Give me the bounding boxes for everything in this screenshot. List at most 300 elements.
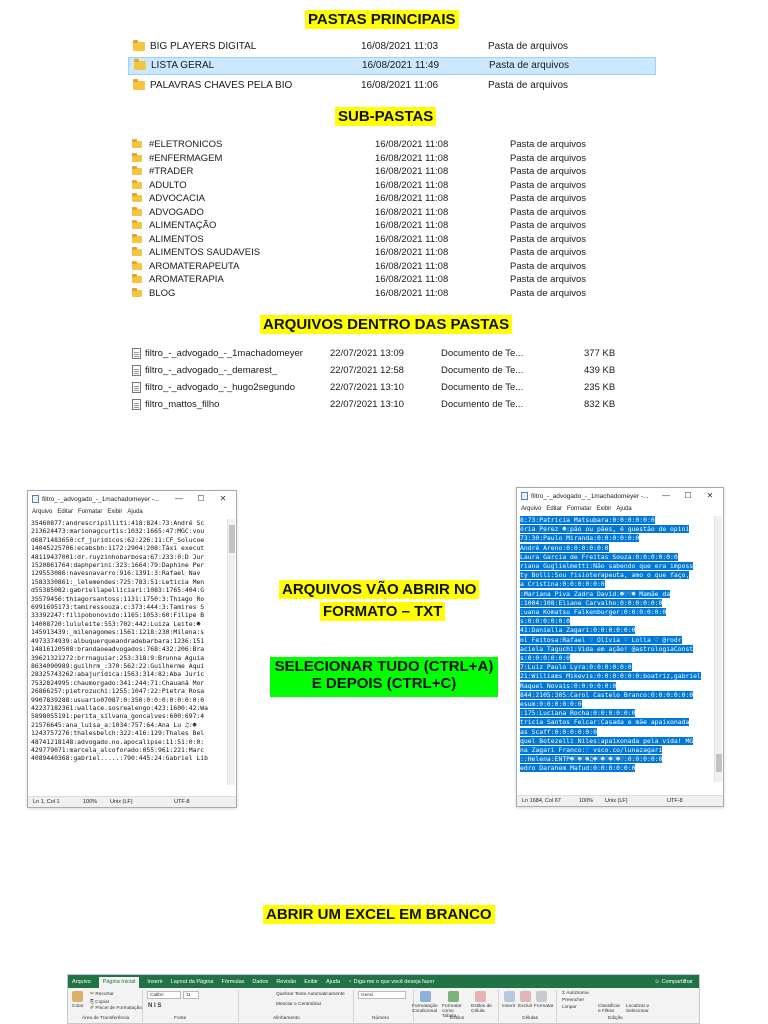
folder-type: Pasta de arquivos [510,206,587,218]
group-editing: Edição [608,1016,623,1021]
text-line [31,662,226,670]
tab-revisao[interactable]: Revisão [276,978,297,985]
copy-button[interactable]: ⎘ Copiar [90,1000,110,1005]
tab-layout[interactable]: Layout da Página [170,978,214,985]
text-line [31,738,226,746]
text-line [520,636,713,645]
folder-date: 16/08/2021 11:08 [375,287,449,299]
text-line [520,562,713,571]
text-line-content: 48741218148:advogado.no.apocalipse:11:51:0:0: [31,737,205,746]
folder-row[interactable] [128,260,628,273]
group-number: Número [372,1016,390,1021]
text-line [520,617,713,626]
folder-date: 16/08/2021 11:49 [362,60,440,71]
group-styles: Estilos [450,1016,465,1021]
text-line-content: 73:30:Paulo Miranda:0:0:0:0:0:0 [520,534,640,543]
folder-icon [132,168,142,175]
notepad-title: filtro_-_advogado_-_1machadomeyer -... [42,495,160,503]
fill-button[interactable]: Preencher [562,998,585,1003]
text-line [31,544,226,552]
text-line-content: André Areno:0:0:0:0:0:0 [520,543,609,552]
menu-editar[interactable]: Editar [57,509,74,515]
text-line [31,553,226,561]
text-line [520,728,713,737]
folder-date: 16/08/2021 11:06 [361,79,439,91]
wrap-text-button[interactable]: Quebrar Texto Automaticamente [276,992,345,997]
text-line-content: 21576645:ana_luisa_a:1034:757:64:Ana Lu ♫:☻ [31,720,197,729]
text-file-icon [132,399,141,410]
folder-row[interactable] [128,219,628,232]
excel-window [67,974,700,1024]
folder-row[interactable] [128,287,628,300]
text-line-content: :1004:108:Eliane Carvalho:0:0:0:0:0:0 [520,598,663,607]
folder-icon [132,276,142,283]
menu-editar[interactable]: Editar [546,506,563,512]
menu-arquivo[interactable]: Arquivo [521,506,542,512]
text-line [31,536,226,544]
file-size: 439 KB [584,365,616,376]
folder-name: ALIMENTAÇÃO [149,220,217,231]
text-line [31,519,226,527]
folder-name: #TRADER [149,166,194,177]
file-row[interactable] [128,380,616,395]
file-date: 22/07/2021 13:09 [330,348,404,359]
file-size: 235 KB [584,382,616,393]
text-line [31,586,226,594]
close-button[interactable]: ✕ [219,494,227,503]
folder-icon [132,195,142,202]
text-line [520,672,713,681]
text-line [520,737,713,746]
tab-inserir[interactable]: Inserir [147,978,163,985]
status-zoom: 100% [83,799,98,805]
text-line-content: 429779071:marcela_alcoforado:055:961:221:Marc [31,745,205,754]
minimize-button[interactable]: — [175,494,183,503]
text-line [31,704,226,712]
file-name: filtro_-_advogado_-_1machadomeyer [145,348,303,359]
folder-name: LISTA GERAL [151,60,215,71]
separator [498,990,499,1022]
text-line [520,700,713,709]
group-clipboard: Área de Transferência [82,1016,130,1021]
text-line [31,754,226,762]
text-line-content: 21:Williams Mikevis:0:0:0:0:0:0:boatriz,gabriel [520,672,701,681]
folder-date: 16/08/2021 11:08 [375,179,449,191]
text-line [31,654,226,662]
folder-type: Pasta de arquivos [510,152,587,164]
paste-button[interactable]: Colar [72,1004,84,1009]
folder-date: 16/08/2021 11:03 [361,40,439,52]
text-line-content: 7:Luiz Paulo Lyra:0:0:0:0:0:0 [520,663,632,672]
text-line [520,663,713,672]
status-encoding: UTF-8 [667,798,683,804]
file-date: 22/07/2021 13:10 [330,382,404,393]
format-painter-button[interactable]: ✐ Pincel de Formatação [90,1006,143,1011]
text-line [31,679,226,687]
separator [353,990,354,1022]
folder-name: BIG PLAYERS DIGITAL [150,40,257,52]
excel-ribbon-tabs [68,975,699,988]
folder-row[interactable] [128,179,628,192]
text-line [31,696,226,704]
folder-name: ALIMENTOS SAUDAVEIS [149,247,261,258]
menu-ajuda[interactable]: Ajuda [127,509,143,515]
folder-row[interactable] [128,152,628,165]
menu-exibir[interactable]: Exibir [596,506,612,512]
font-size-value: 11 [186,993,191,998]
font-format-icons[interactable]: N I S [148,1003,162,1009]
text-line-content: ória Perez ☻:pão ou pães, é questão de opini [520,525,690,534]
folder-name: ADULTO [149,179,187,191]
tab-ajuda[interactable]: Ajuda [325,978,341,985]
text-line [520,580,713,589]
text-line-content: na Zagari Franco:♡ vsco.co/lunazagari [520,746,663,755]
text-line [520,599,713,608]
file-type: Documento de Te... [441,382,524,393]
scrollbar-thumb[interactable] [716,754,722,772]
text-line [31,569,226,577]
folder-row[interactable] [128,165,628,178]
heading-open-txt-line1: ARQUIVOS VÃO ABRIR NO [279,580,479,599]
heading-select-all [270,657,498,697]
delete-cells-button[interactable]: Excluir [518,1004,533,1009]
menu-arquivo[interactable]: Arquivo [32,509,53,515]
text-line-content: d55385082:gabriellapelliciari:1083:1765:404:G [31,586,205,595]
notepad-title: filtro_-_advogado_-_1machadomeyer -... [531,492,649,500]
text-line [31,746,226,754]
text-line-content: :Mariana Piva Zadra David:☻♡♡☻ Mamãe da [520,589,671,598]
folder-name: ADVOCACIA [149,193,205,204]
separator [142,990,143,1022]
font-name-value: Calibri [150,993,164,998]
text-line-content: 14045225706:ecabsbh:1172:2904:208:Táxi execut [31,544,205,553]
find-select-button[interactable]: Localizar e Selecionar [626,1004,650,1014]
merge-center-button[interactable]: Mesclar e Centralizar [276,1002,322,1007]
tab-pagina-inicial[interactable]: Página Inicial [99,977,140,988]
notepad-title-bar[interactable] [28,491,236,507]
text-line-content: 145913439:_milenagomes:1561:1218:230:Milena:s [31,628,205,637]
text-line-content: ty Bolli:Sou fisioterapeuta, amo o que faço, [520,571,690,580]
file-size: 832 KB [584,399,616,410]
notepad-window-left [27,490,237,808]
notepad-text-area-selected[interactable] [520,516,713,780]
format-cells-button[interactable]: Formatar [534,1004,554,1009]
text-line-content: 26866257:pietrozuchi:1255:1047:22:Pietra Rosa [31,687,205,696]
notepad-text-area[interactable] [31,519,226,783]
folder-date: 16/08/2021 11:08 [375,233,449,245]
folder-date: 16/08/2021 11:08 [375,247,449,258]
text-line-content: 1583330861:_lelemendes:725:783:51:Leticia Men [31,577,205,586]
paste-icon[interactable] [72,991,83,1002]
number-format-value: Geral [361,993,373,998]
text-line [31,561,226,569]
folder-date: 16/08/2021 11:08 [375,274,449,285]
insert-cells-icon[interactable] [504,991,515,1002]
text-line-content: ::Helena:ENTP☻♡☻♡☻♫☻♡☻♡☻♡☻♡:0:0:0:0:0 [520,755,663,764]
text-line [31,578,226,586]
text-line [31,721,226,729]
tab-dados[interactable]: Dados [252,978,269,985]
text-line [31,712,226,720]
text-line [520,746,713,755]
text-line [520,645,713,654]
text-line [520,691,713,700]
folder-type: Pasta de arquivos [510,233,587,245]
text-line-content: 28325743262:abajurídica:1563:314:82:Aba Juríc [31,670,205,679]
folder-icon [132,182,142,189]
text-file-icon [132,365,141,376]
text-line-content: 4973374939:albuquerqueandradebarbara:1236:151 [31,636,205,645]
text-line-content: :175:Luciana Rocha:0:0:0:0:0:0 [520,709,636,718]
text-line-content: esum:0:0:0:0:0:0 [520,700,582,709]
file-size: 377 KB [584,348,616,359]
cell-styles-icon[interactable] [475,991,486,1002]
text-line [520,571,713,580]
folder-date: 16/08/2021 11:08 [375,260,449,272]
notepad-window-right [516,487,724,807]
text-line [520,709,713,718]
file-date: 22/07/2021 13:10 [330,399,404,410]
text-line-content: a Cristina:0:0:0:0:0:0 [520,580,605,589]
notepad-status-bar [28,796,236,807]
folder-icon [132,222,142,229]
folder-type: Pasta de arquivos [510,274,587,285]
clear-button[interactable]: Limpar [562,1005,577,1010]
folder-row[interactable] [128,57,656,75]
folder-row[interactable] [128,138,628,151]
menu-exibir[interactable]: Exibir [107,509,123,515]
notepad-status-bar [517,795,723,806]
folder-icon [132,209,142,216]
text-line-content: 42237182361:wallace.sosrealengo:423:1600:42:Wa [31,703,208,712]
minimize-button[interactable]: — [662,491,670,500]
folder-date: 16/08/2021 11:08 [375,166,449,177]
text-line [520,525,713,534]
tell-me-search[interactable]: ♀ Diga-me o que você deseja fazer [348,978,435,985]
conditional-format-icon[interactable] [420,991,431,1002]
folder-type: Pasta de arquivos [510,193,587,204]
heading-main-folders: PASTAS PRINCIPAIS [305,10,459,29]
text-line-content: quel Botezelli Niles:apaixonada pela vida! MG [520,736,694,745]
folder-date: 16/08/2021 11:08 [375,152,449,164]
text-line [31,628,226,636]
text-line [31,595,226,603]
notepad-title-bar[interactable] [517,488,723,504]
text-line [520,544,713,553]
text-line-content: 8634090989:guilhrm_:370:562:22:Guilherme Aqui [31,661,205,670]
text-line-content: 844:2105:305:Carol Castelo Branco:0:0:0:0:0:0 [520,690,694,699]
font-name-select[interactable] [147,991,181,999]
text-line-content: 4089440368:gabriel.....:790:445:24:Gabriel Lib [31,754,208,763]
excel-ribbon [68,988,699,1024]
text-line [31,603,226,611]
folder-type: Pasta de arquivos [488,79,569,91]
notepad-icon [32,495,39,503]
folder-icon [132,263,142,270]
delete-cells-icon[interactable] [520,991,531,1002]
text-line [31,670,226,678]
autosum-button[interactable]: Σ AutoSoma [562,991,589,996]
text-line-content: 48119437001:dr.ruyzinhobarbosa:67:233:0:D Jur [31,552,205,561]
folder-name: #ELETRONICOS [149,139,223,150]
file-row[interactable] [128,346,616,361]
folder-date: 16/08/2021 11:08 [375,220,449,231]
text-line [520,553,713,562]
text-line [31,611,226,619]
menu-ajuda[interactable]: Ajuda [616,506,632,512]
status-zoom: 100% [579,798,594,804]
folder-icon [132,155,142,162]
tab-arquivo[interactable]: Arquivo [72,978,91,985]
folder-row[interactable] [128,76,656,94]
maximize-button[interactable]: ☐ [197,494,205,503]
folder-row[interactable] [128,233,628,246]
text-line-content: 33392247:filipobonovido:1165:1053:60:Filipe B [31,611,205,620]
text-line-content: 7532824995:chaumorgado:341:244:71:Chauanã Mor [31,678,205,687]
notepad-menu-bar [517,504,723,514]
text-line-content: nl Feitosa:Rafael ♡ Olívia ♡ Lolla ♡ @rodr [520,635,682,644]
text-line [520,626,713,635]
close-button[interactable]: ✕ [706,491,714,500]
insert-cells-button[interactable]: Inserir [502,1004,516,1009]
status-encoding: UTF-8 [174,799,190,805]
folder-icon [134,61,146,70]
file-type: Documento de Te... [441,365,524,376]
text-line [520,682,713,691]
format-table-icon[interactable] [448,991,459,1002]
scrollbar-thumb[interactable] [229,525,235,553]
folder-name: ALIMENTOS [149,233,204,245]
select-line1: SELECIONAR TUDO (CTRL+A) [274,658,494,675]
folder-name: ADVOGADO [149,206,204,218]
share-button[interactable]: ☺ Compartilhar [654,978,693,985]
text-line-content: s:0:0:0:0:0:0 [520,617,571,626]
text-line-content: 9907839288:usuario07087:0:350:0:0:0:0:0:0:0:0 [31,695,205,704]
text-line-content: 35460877:andrescripilliti:418:824:73:André Sc [31,519,205,527]
heading-files-in-folders: ARQUIVOS DENTRO DAS PASTAS [260,315,512,334]
cut-button[interactable]: ✂ Recortar [90,992,114,997]
text-line-content: 5898055191:perita_silvana_goncalves:600:697:4 [31,712,205,721]
folder-name: #ENFERMAGEM [149,152,223,164]
folder-type: Pasta de arquivos [510,179,587,191]
vertical-scrollbar[interactable] [714,516,722,782]
file-type: Documento de Te... [441,399,524,410]
format-table-button[interactable]: Formatar como Tabela [442,1004,462,1019]
folder-type: Pasta de arquivos [510,247,587,258]
text-line [520,590,713,599]
folder-type: Pasta de arquivos [488,40,569,52]
folder-name: AROMATERAPIA [149,274,224,285]
group-alignment: Alinhamento [273,1016,300,1021]
group-font: Fonte [174,1016,187,1021]
tab-formulas[interactable]: Fórmulas [221,978,245,985]
folder-icon [133,81,145,90]
sort-filter-button[interactable]: Classificar e Filtrar [598,1004,621,1014]
status-position: Ln 1, Col 1 [33,799,60,805]
heading-sub-folders: SUB-PASTAS [335,107,436,126]
folder-name: AROMATERAPEUTA [149,260,240,272]
text-line-content: riana Guglielmetti:Não sabendo que era imposs [520,562,694,571]
text-line-content: 35579456:thiagorsantoss:1131:1750:3:Thiago Ro [31,594,205,603]
folder-icon [132,141,142,148]
text-line [520,755,713,764]
text-line [520,608,713,617]
folder-date: 16/08/2021 11:08 [375,139,449,150]
maximize-button[interactable]: ☐ [684,491,692,500]
text-line [31,729,226,737]
format-cells-icon[interactable] [536,991,547,1002]
text-line-content: 1243757276:thalesbelch:322:416:129:Thales Bel [31,729,205,738]
file-row[interactable] [128,397,616,412]
folder-row[interactable] [128,246,628,259]
file-name: filtro_-_advogado_-_hugo2segundo [145,382,296,393]
file-name: filtro_mattos_filho [145,399,220,410]
folder-type: Pasta de arquivos [510,166,587,177]
text-file-icon [132,348,141,359]
text-line-content: 8:73:Patricia Matsubara:0:0:0:0:0:0 [520,516,655,524]
text-line [520,764,713,773]
text-line-content: 213624473:marionagcurtis:1032:1665:47:MGC:vou [31,527,205,536]
folder-icon [132,290,142,297]
text-line [31,637,226,645]
text-line-content: Laura Garcia de Freitas Souza:0:0:0:0:0:0 [520,552,678,561]
menu-formatar[interactable]: Formatar [567,506,592,512]
folder-type: Pasta de arquivos [510,260,587,272]
vertical-scrollbar[interactable] [227,519,235,785]
folder-date: 16/08/2021 11:08 [375,193,449,204]
folder-row[interactable] [128,206,628,219]
folder-icon [133,42,145,51]
text-line-content: 39621321272:brrnaguiar:253:318:9:Brunna Aguia [31,653,205,662]
font-size-select[interactable] [183,991,199,999]
folder-row[interactable] [128,37,656,55]
tab-exibir[interactable]: Exibir [304,978,318,985]
text-line [31,527,226,535]
text-line-content: 129553086:navesnavarro:916:1391:3:Rafael Nav [31,569,201,578]
folder-icon [132,236,142,243]
cell-styles-button[interactable]: Estilos de Célula [471,1004,492,1014]
text-line-content: 1520861764:daphperini:323:1664:79:Daphine Per [31,561,205,570]
number-format-select[interactable] [358,991,406,999]
file-type: Documento de Te... [441,348,524,359]
text-file-icon [132,382,141,393]
text-line-content: as Scaff:0:0:0:0:0:0 [520,727,597,736]
folder-name: BLOG [149,287,176,299]
folder-type: Pasta de arquivos [489,60,570,71]
folder-type: Pasta de arquivos [510,139,587,150]
status-position: Ln 1684, Col 67 [522,798,561,804]
folder-date: 16/08/2021 11:08 [375,206,449,218]
text-line-content: aciela Taguchi:Vida em ação! @astrologiaConst [520,644,694,653]
folder-type: Pasta de arquivos [510,220,587,231]
folder-type: Pasta de arquivos [510,287,587,299]
select-line2: E DEPOIS (CTRL+C) [311,675,457,692]
text-line-content: s:0:0:0:0:0:0 [520,654,571,663]
text-line [520,534,713,543]
folder-row[interactable] [128,192,628,205]
text-line-content: Raquel Novais:0:0:0:0:0:0 [520,681,617,690]
menu-formatar[interactable]: Formatar [78,509,103,515]
text-line-content: edro Darahem Mafud:0:0:0:0:0:0 [520,764,636,773]
file-date: 22/07/2021 12:58 [330,365,404,376]
folder-row[interactable] [128,273,628,286]
text-line [31,687,226,695]
conditional-format-button[interactable]: Formatação Condicional [412,1004,438,1014]
notepad-icon [521,492,528,500]
text-line [520,718,713,727]
status-eol: Unix (LF) [605,798,628,804]
file-row[interactable] [128,363,616,378]
